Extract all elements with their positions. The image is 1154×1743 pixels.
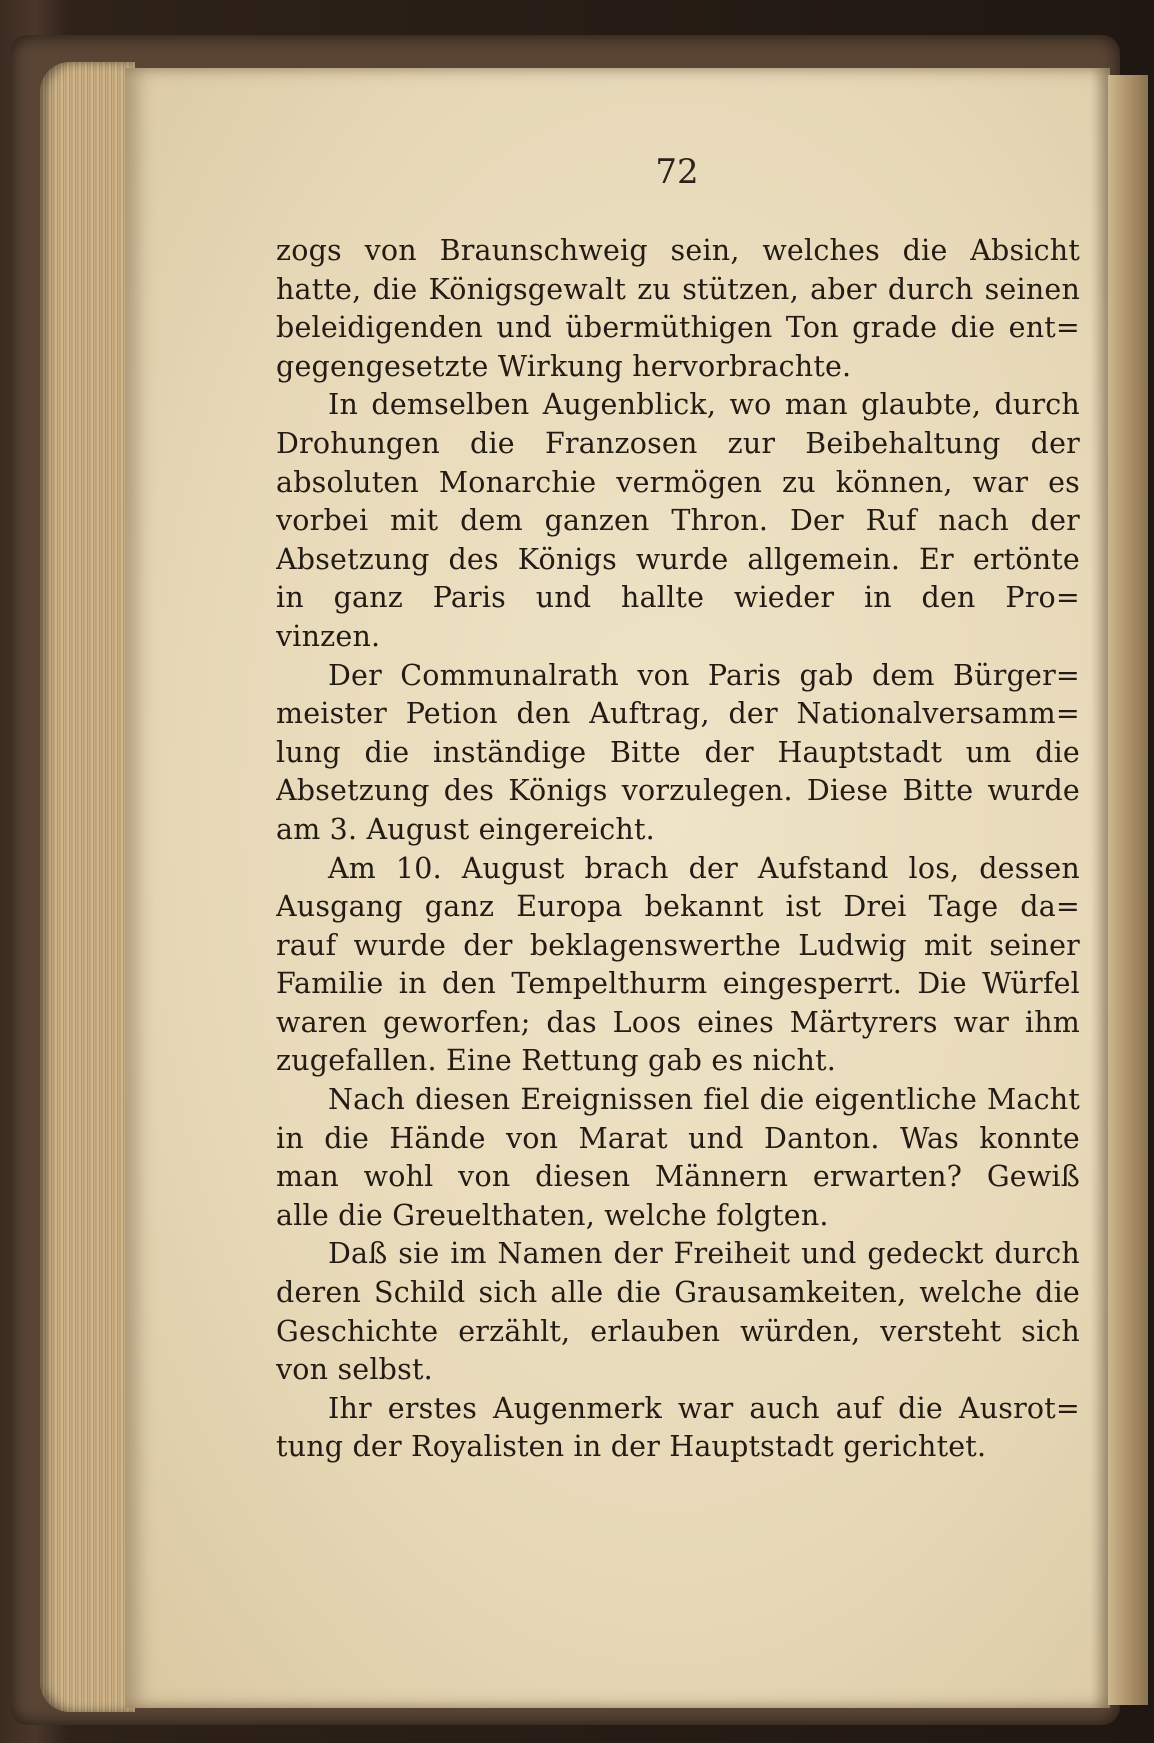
text-line: deren Schild sich alle die Grausamkeiten, welche die bbox=[276, 1276, 1080, 1310]
page-number: 72 bbox=[655, 152, 699, 192]
text-line: Ihr erstes Augenmerk war auch auf die Ausrot= bbox=[328, 1391, 1080, 1425]
text-line: Drohungen die Franzosen zur Beibehaltung der bbox=[276, 426, 1080, 460]
text-line: beleidigenden und übermüthigen Ton grade die ent= bbox=[276, 311, 1080, 345]
text-line: Daß sie im Namen der Freiheit und gedeckt durch bbox=[328, 1237, 1080, 1271]
text-line: absoluten Monarchie vermögen zu können, war es bbox=[276, 465, 1080, 499]
page-stack-edge bbox=[40, 62, 135, 1712]
text-line: hatte, die Königsgewalt zu stützen, aber durch seinen bbox=[276, 272, 1080, 306]
page-gutter-shadow bbox=[1090, 68, 1110, 1708]
text-line: tung der Royalisten in der Hauptstadt gerichtet. bbox=[276, 1430, 987, 1464]
text-line: von selbst. bbox=[276, 1353, 433, 1387]
text-line: rauf wurde der beklagenswerthe Ludwig mit seiner bbox=[276, 928, 1080, 962]
text-line: Absetzung des Königs wurde allgemein. Er ertönte bbox=[276, 542, 1080, 576]
text-line: In demselben Augenblick, wo man glaubte, durch bbox=[328, 388, 1080, 422]
text-line: Absetzung des Königs vorzulegen. Diese Bitte wurde bbox=[276, 774, 1080, 808]
text-line: Familie in den Tempelthurm eingesperrt. Die Würfel bbox=[276, 967, 1080, 1001]
text-line: Ausgang ganz Europa bekannt ist Drei Tage da= bbox=[276, 890, 1080, 924]
text-line: Nach diesen Ereignissen fiel die eigentliche Macht bbox=[328, 1083, 1080, 1117]
page-body-text bbox=[276, 232, 1080, 1467]
text-line: zugefallen. Eine Rettung gab es nicht. bbox=[276, 1044, 837, 1078]
text-line: in ganz Paris und hallte wieder in den Pro= bbox=[276, 581, 1080, 615]
text-line: vinzen. bbox=[276, 619, 381, 653]
text-line: Geschichte erzählt, erlauben würden, versteht sich bbox=[276, 1314, 1080, 1348]
text-line: in die Hände von Marat und Danton. Was konnte bbox=[276, 1121, 1080, 1155]
text-line: lung die inständige Bitte der Hauptstadt um die bbox=[276, 735, 1080, 769]
facing-page-edge bbox=[1108, 75, 1148, 1705]
text-line: zogs von Braunschweig sein, welches die Absicht bbox=[276, 234, 1080, 267]
text-line: Der Communalrath von Paris gab dem Bürger= bbox=[328, 658, 1080, 692]
text-line: meister Petion den Auftrag, der Nationalversamm= bbox=[276, 697, 1080, 731]
text-line: vorbei mit dem ganzen Thron. Der Ruf nach der bbox=[276, 504, 1080, 538]
text-line: am 3. August eingereicht. bbox=[276, 812, 655, 846]
text-line: Am 10. August brach der Aufstand los, dessen bbox=[328, 851, 1080, 885]
text-line: alle die Greuelthaten, welche folgten. bbox=[276, 1198, 829, 1232]
text-line: gegengesetzte Wirkung hervorbrachte. bbox=[276, 349, 852, 383]
text-line: waren geworfen; das Loos eines Märtyrers war ihm bbox=[276, 1005, 1080, 1039]
text-line: man wohl von diesen Männern erwarten? Gewiß bbox=[276, 1160, 1080, 1194]
